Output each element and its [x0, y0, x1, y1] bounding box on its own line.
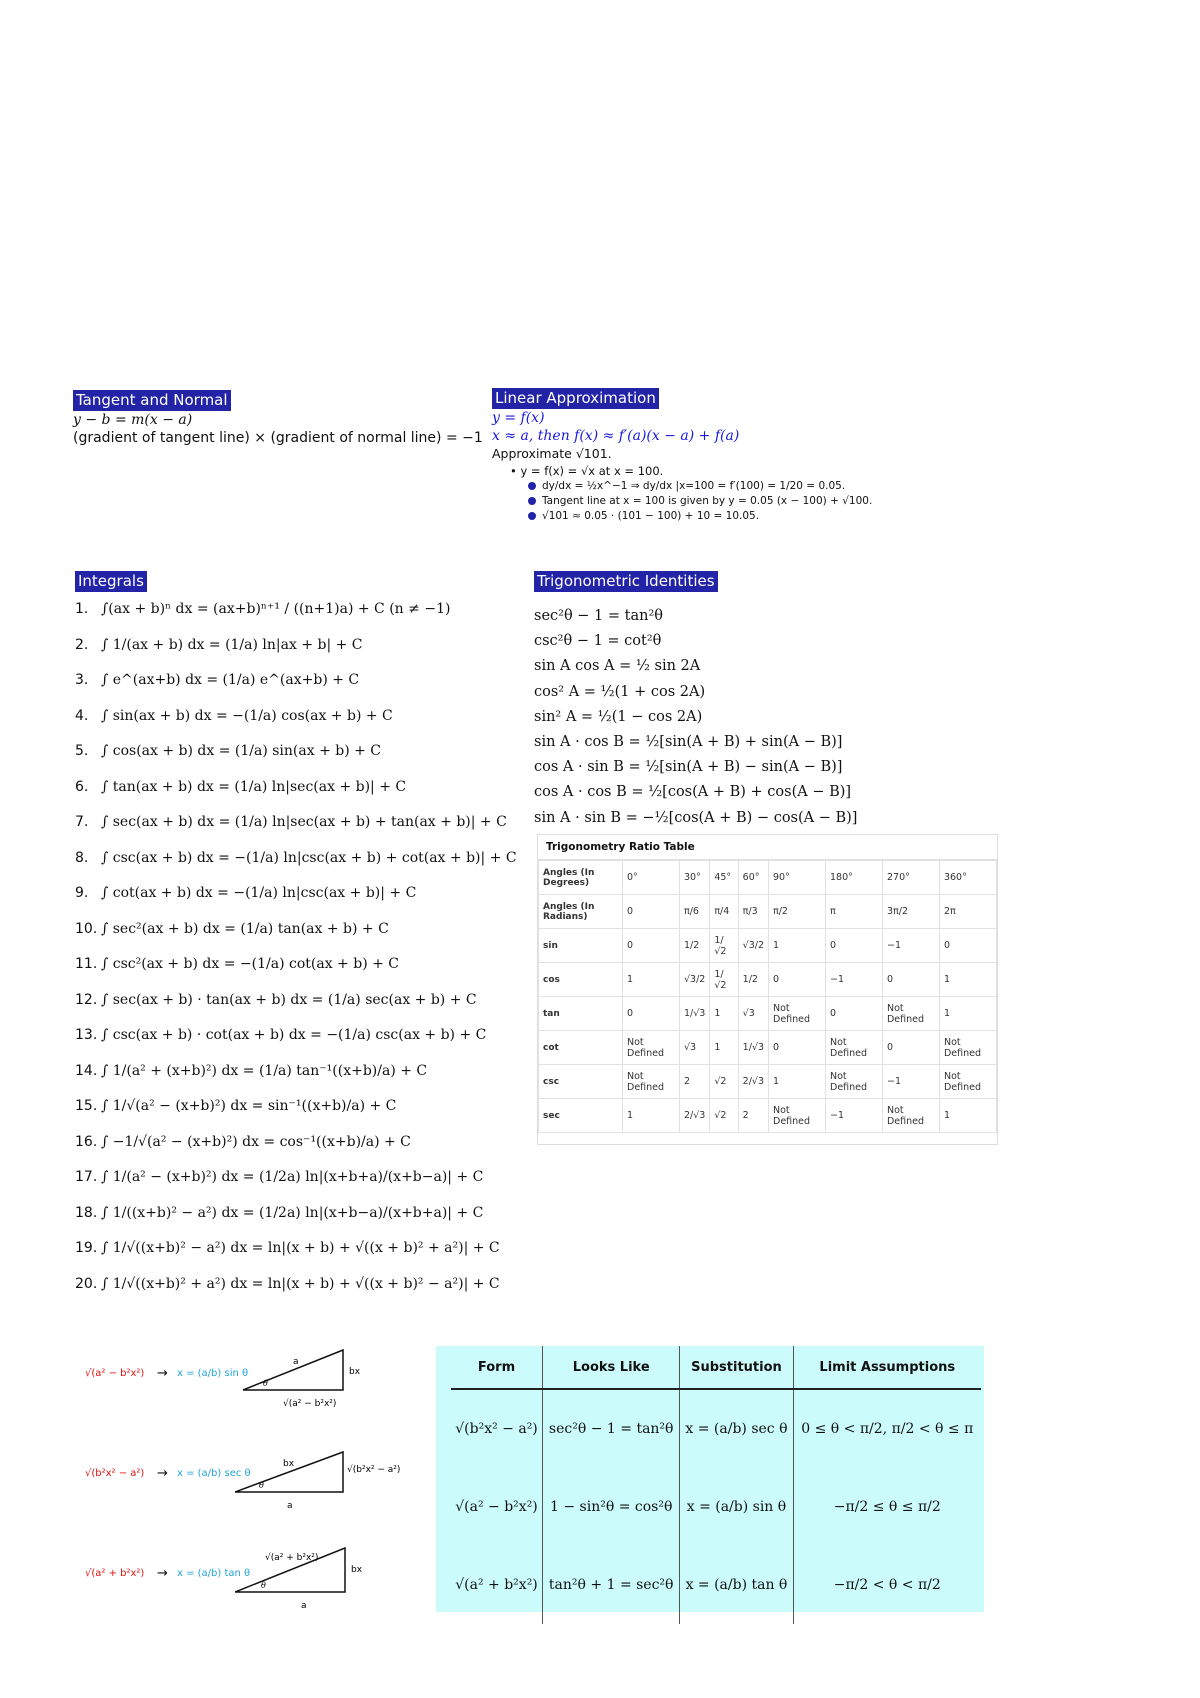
section-header: Trigonometric Identities: [534, 571, 718, 592]
integral-formula: [75, 1196, 505, 1232]
integral-number: 13.: [75, 1027, 98, 1043]
linear-step-2: Tangent line at x = 100 is given by y = 0.05 (x − 100) + √100.: [492, 494, 912, 509]
integral-number: 1.: [75, 601, 89, 617]
integral-expression: ∫ 1/√((x+b)² + a²) dx = ln|(x + b) + √((x + b)² − a²)| + C: [101, 1275, 500, 1292]
integral-number: 5.: [75, 743, 89, 759]
table-cell: Not Defined: [623, 1031, 680, 1065]
table-row: [539, 997, 997, 1031]
integral-number: 16.: [75, 1133, 98, 1150]
gradient-rule: (gradient of tangent line) × (gradient of normal line) = −1: [73, 430, 483, 446]
integral-formula: [75, 1018, 505, 1054]
row-header: Angles (In Radians): [539, 895, 623, 929]
section-header: Tangent and Normal: [73, 390, 231, 411]
table-row: [539, 963, 997, 997]
integral-formula: [75, 628, 505, 664]
integral-expression: ∫ tan(ax + b) dx = (1/a) ln|sec(ax + b)| + C: [101, 778, 407, 795]
integral-expression: ∫ sec(ax + b) · tan(ax + b) dx = (1/a) sec(ax + b) + C: [101, 991, 477, 1008]
table-cell: 1/2: [679, 929, 709, 963]
linear-approximation-section: [492, 388, 912, 524]
integral-number: 10.: [75, 920, 98, 937]
integral-expression: ∫ sec(ax + b) dx = (1/a) ln|sec(ax + b) + tan(ax + b)| + C: [101, 814, 507, 830]
triangle-form: √(a² − b²x²): [85, 1368, 145, 1379]
trig-identity: cos² A = ½(1 + cos 2A): [534, 683, 706, 700]
substitution-grid: [451, 1346, 981, 1624]
table-row: [539, 929, 997, 963]
row-header: sec: [539, 1099, 623, 1133]
table-row: [451, 1389, 981, 1468]
table-cell: 0 ≤ θ < π/2, π/2 < θ ≤ π: [801, 1421, 974, 1437]
table-cell: Not Defined: [623, 1065, 680, 1099]
linear-step-1: dy/dx = ½x^−1 ⇒ dy/dx |x=100 = f′(100) = 1/20 = 0.05.: [492, 479, 912, 494]
table-cell: 1: [769, 1065, 826, 1099]
table-cell: 1 − sin²θ = cos²θ: [543, 1468, 680, 1546]
table-cell: √3: [679, 1031, 709, 1065]
integral-expression: ∫ sin(ax + b) dx = −(1/a) cos(ax + b) + C: [101, 707, 393, 724]
svg-text:θ: θ: [261, 1581, 266, 1590]
trig-identity: sin² A = ½(1 − cos 2A): [534, 708, 703, 725]
table-cell: 1/√2: [710, 929, 738, 963]
integral-number: 15.: [75, 1098, 98, 1114]
integral-formula: [75, 1267, 505, 1303]
table-cell: Not Defined: [826, 1031, 883, 1065]
table-cell: 90°: [769, 861, 826, 895]
integral-expression: ∫ 1/(a² + (x+b)²) dx = (1/a) tan⁻¹((x+b)/a) + C: [101, 1062, 428, 1079]
svg-text:a: a: [293, 1357, 299, 1367]
table-row: [539, 1099, 997, 1133]
table-row: [539, 1065, 997, 1099]
table-cell: 60°: [738, 861, 768, 895]
integral-expression: ∫ e^(ax+b) dx = (1/a) e^(ax+b) + C: [101, 672, 360, 688]
linear-step-3: √101 ≈ 0.05 · (101 − 100) + 10 = 10.05.: [492, 509, 912, 524]
svg-text:√(b²x² − a²): √(b²x² − a²): [347, 1465, 401, 1475]
integral-number: 12.: [75, 991, 98, 1008]
integral-expression: ∫ sec²(ax + b) dx = (1/a) tan(ax + b) + C: [101, 920, 389, 937]
column-header: Limit Assumptions: [793, 1346, 981, 1389]
triangle-row-sec: [85, 1440, 425, 1510]
row-header: csc: [539, 1065, 623, 1099]
table-cell: x = (a/b) sec θ: [680, 1389, 793, 1468]
triangle-row-sin: [85, 1340, 425, 1410]
table-cell: 2: [738, 1099, 768, 1133]
table-cell: 1: [623, 963, 680, 997]
table-cell: √(a² − b²x²): [451, 1468, 543, 1546]
table-cell: 0: [623, 997, 680, 1031]
integral-formula: [75, 983, 505, 1019]
trig-substitution-table: [436, 1346, 984, 1612]
table-cell: √3/2: [738, 929, 768, 963]
integral-number: 11.: [75, 956, 98, 972]
table-cell: Not Defined: [769, 997, 826, 1031]
table-cell: −π/2 ≤ θ ≤ π/2: [833, 1499, 941, 1515]
table-cell: 1: [939, 963, 996, 997]
table-cell: √3: [738, 997, 768, 1031]
table-cell: 0: [623, 929, 680, 963]
svg-text:bx: bx: [283, 1459, 295, 1469]
integral-expression: ∫ 1/√((x+b)² − a²) dx = ln|(x + b) + √((x + b)² + a²)| + C: [101, 1240, 500, 1256]
identities-list: [534, 604, 1014, 831]
table-row: [539, 895, 997, 929]
integral-number: 19.: [75, 1240, 98, 1256]
table-row: [539, 861, 997, 895]
triangle-substitution: x = (a/b) tan θ: [177, 1568, 251, 1579]
table-cell: sec²θ − 1 = tan²θ: [543, 1389, 680, 1468]
svg-text:bx: bx: [351, 1565, 363, 1575]
table-cell: π: [826, 895, 883, 929]
right-triangle-diagram: [235, 1440, 425, 1514]
trig-identity: sin A · sin B = −½[cos(A + B) − cos(A − B)]: [534, 809, 858, 826]
svg-text:√(a² − b²x²): √(a² − b²x²): [283, 1399, 337, 1409]
table-cell: 1/√3: [679, 997, 709, 1031]
table-cell: π/6: [679, 895, 709, 929]
table-cell: π/2: [769, 895, 826, 929]
table-cell: 1: [623, 1099, 680, 1133]
table-cell: x = (a/b) sin θ: [680, 1468, 793, 1546]
arrow-icon: →: [157, 1466, 168, 1481]
integral-formula: [75, 841, 517, 877]
integral-number: 2.: [75, 636, 89, 653]
table-cell: 180°: [826, 861, 883, 895]
row-header: cos: [539, 963, 623, 997]
table-cell: 0: [882, 1031, 939, 1065]
row-header: tan: [539, 997, 623, 1031]
integral-formula: [75, 805, 505, 841]
svg-text:θ: θ: [259, 1481, 264, 1490]
arrow-icon: →: [157, 1366, 168, 1381]
integral-expression: ∫ csc²(ax + b) dx = −(1/a) cot(ax + b) + C: [101, 956, 399, 972]
table-cell: 1/√2: [710, 963, 738, 997]
integrals-section: [75, 571, 517, 1302]
integral-number: 14.: [75, 1062, 98, 1079]
integral-expression: ∫ cot(ax + b) dx = −(1/a) ln|csc(ax + b)| + C: [101, 885, 417, 901]
triangle-form: √(a² + b²x²): [85, 1568, 145, 1579]
table-cell: 270°: [882, 861, 939, 895]
table-cell: 1: [769, 929, 826, 963]
integral-formula: [75, 1089, 505, 1125]
row-header: cot: [539, 1031, 623, 1065]
table-cell: √(b²x² − a²): [451, 1389, 543, 1468]
linear-line-2: x ≈ a, then f(x) ≈ f′(a)(x − a) + f(a): [492, 428, 740, 444]
table-cell: 0: [882, 963, 939, 997]
integral-number: 3.: [75, 672, 89, 688]
integral-expression: ∫ csc(ax + b) dx = −(1/a) ln|csc(ax + b) + cot(ax + b)| + C: [101, 849, 517, 866]
svg-text:a: a: [301, 1601, 307, 1611]
table-cell: Not Defined: [882, 1099, 939, 1133]
integral-number: 6.: [75, 778, 89, 795]
integral-expression: ∫(ax + b)ⁿ dx = (ax+b)ⁿ⁺¹ / ((n+1)a) + C (n ≠ −1): [101, 601, 451, 617]
table-cell: −1: [826, 963, 883, 997]
right-triangle-diagram: [235, 1340, 425, 1414]
triangle-form: √(b²x² − a²): [85, 1468, 145, 1479]
table-cell: Not Defined: [882, 997, 939, 1031]
table-cell: √(a² + b²x²): [451, 1546, 543, 1624]
table-cell: 1: [939, 997, 996, 1031]
ratio-table-grid: [538, 860, 997, 1133]
table-cell: Not Defined: [769, 1099, 826, 1133]
table-cell: 45°: [710, 861, 738, 895]
table-row: [539, 1031, 997, 1065]
trig-identity: csc²θ − 1 = cot²θ: [534, 633, 662, 650]
trig-identity: cos A · cos B = ½[cos(A + B) + cos(A − B)]: [534, 784, 852, 801]
table-cell: √2: [710, 1099, 738, 1133]
step-bullet-icon: [528, 482, 536, 490]
triangle-substitution: x = (a/b) sin θ: [177, 1368, 249, 1379]
table-cell: 2: [679, 1065, 709, 1099]
table-cell: 2π: [939, 895, 996, 929]
integral-expression: ∫ cos(ax + b) dx = (1/a) sin(ax + b) + C: [101, 743, 382, 759]
table-cell: 0°: [623, 861, 680, 895]
table-cell: 0: [826, 929, 883, 963]
integral-number: 4.: [75, 707, 89, 724]
table-cell: Not Defined: [826, 1065, 883, 1099]
svg-text:θ: θ: [263, 1379, 268, 1388]
integral-expression: ∫ 1/((x+b)² − a²) dx = (1/2a) ln|(x+b−a)/(x+b+a)| + C: [101, 1204, 484, 1221]
svg-text:√(a² + b²x²): √(a² + b²x²): [265, 1553, 319, 1563]
table-cell: 30°: [679, 861, 709, 895]
trig-identities-section: [534, 571, 1014, 831]
table-cell: −1: [826, 1099, 883, 1133]
trig-identity: cos A · sin B = ½[sin(A + B) − sin(A − B)]: [534, 759, 843, 776]
integral-formula: [75, 1231, 505, 1267]
step-bullet-icon: [528, 497, 536, 505]
trig-identity: sec²θ − 1 = tan²θ: [534, 608, 663, 624]
step-bullet-icon: [528, 512, 536, 520]
triangle-substitution: x = (a/b) sec θ: [177, 1468, 251, 1479]
integral-expression: ∫ 1/√(a² − (x+b)²) dx = sin⁻¹((x+b)/a) + C: [101, 1098, 397, 1114]
table-cell: 0: [769, 1031, 826, 1065]
integral-number: 17.: [75, 1169, 98, 1185]
table-cell: π/4: [710, 895, 738, 929]
integrals-list: [75, 592, 517, 1302]
trig-identity: sin A cos A = ½ sin 2A: [534, 658, 701, 675]
trig-ratio-table: [537, 834, 998, 1145]
table-cell: 1: [939, 1099, 996, 1133]
integral-formula: [75, 1160, 505, 1196]
integral-expression: ∫ −1/√(a² − (x+b)²) dx = cos⁻¹((x+b)/a) + C: [101, 1133, 411, 1150]
row-header: sin: [539, 929, 623, 963]
table-cell: 2/√3: [738, 1065, 768, 1099]
table-cell: π/3: [738, 895, 768, 929]
integral-formula: [75, 1054, 505, 1090]
integral-number: 20.: [75, 1275, 98, 1292]
integral-formula: [75, 1125, 505, 1161]
svg-text:bx: bx: [349, 1367, 361, 1377]
table-cell: 0: [826, 997, 883, 1031]
table-cell: √2: [710, 1065, 738, 1099]
triangle-row-tan: [85, 1540, 425, 1610]
table-cell: 1/√3: [738, 1031, 768, 1065]
substitution-triangles: [85, 1340, 425, 1610]
tangent-equation: y − b = m(x − a): [73, 412, 193, 428]
arrow-icon: →: [157, 1566, 168, 1581]
section-header: Linear Approximation: [492, 388, 659, 409]
integral-number: 8.: [75, 849, 89, 866]
integral-formula: [75, 699, 505, 735]
table-row: [451, 1546, 981, 1624]
table-cell: −1: [882, 929, 939, 963]
table-row: [451, 1468, 981, 1546]
svg-text:a: a: [287, 1501, 293, 1511]
integral-formula: [75, 947, 505, 983]
table-cell: −π/2 < θ < π/2: [833, 1577, 941, 1593]
row-header: Angles (In Degrees): [539, 861, 623, 895]
table-cell: 360°: [939, 861, 996, 895]
integral-formula: [75, 876, 505, 912]
integral-formula: [75, 592, 505, 628]
table-cell: 2/√3: [679, 1099, 709, 1133]
table-cell: 1/2: [738, 963, 768, 997]
integral-formula: [75, 912, 505, 948]
table-cell: 0: [939, 929, 996, 963]
table-cell: tan²θ + 1 = sec²θ: [543, 1546, 680, 1624]
integral-expression: ∫ 1/(ax + b) dx = (1/a) ln|ax + b| + C: [101, 636, 363, 653]
table-cell: 0: [623, 895, 680, 929]
integral-formula: [75, 770, 505, 806]
integral-number: 7.: [75, 814, 89, 830]
table-cell: 1: [710, 997, 738, 1031]
ratio-table-title: Trigonometry Ratio Table: [538, 835, 997, 860]
column-header: Substitution: [680, 1346, 793, 1389]
integral-number: 9.: [75, 885, 89, 901]
integral-number: 18.: [75, 1204, 98, 1221]
linear-bullet: • y = f(x) = √x at x = 100.: [510, 464, 664, 478]
column-header: Looks Like: [543, 1346, 680, 1389]
table-cell: 0: [769, 963, 826, 997]
table-cell: √3/2: [679, 963, 709, 997]
tangent-normal-section: [73, 390, 483, 447]
table-cell: 3π/2: [882, 895, 939, 929]
table-cell: −1: [882, 1065, 939, 1099]
integral-expression: ∫ csc(ax + b) · cot(ax + b) dx = −(1/a) csc(ax + b) + C: [101, 1027, 487, 1043]
integral-formula: [75, 663, 505, 699]
table-cell: 1: [710, 1031, 738, 1065]
integral-expression: ∫ 1/(a² − (x+b)²) dx = (1/2a) ln|(x+b+a)/(x+b−a)| + C: [101, 1169, 484, 1185]
linear-line-3: Approximate √101.: [492, 446, 612, 461]
right-triangle-diagram: [235, 1540, 425, 1614]
trig-identity: sin A · cos B = ½[sin(A + B) + sin(A − B)]: [534, 734, 843, 751]
column-header: Form: [451, 1346, 543, 1389]
linear-line-1: y = f(x): [492, 410, 545, 426]
table-cell: Not Defined: [939, 1065, 996, 1099]
section-header: Integrals: [75, 571, 147, 592]
table-cell: Not Defined: [939, 1031, 996, 1065]
integral-formula: [75, 734, 505, 770]
table-cell: x = (a/b) tan θ: [680, 1546, 793, 1624]
